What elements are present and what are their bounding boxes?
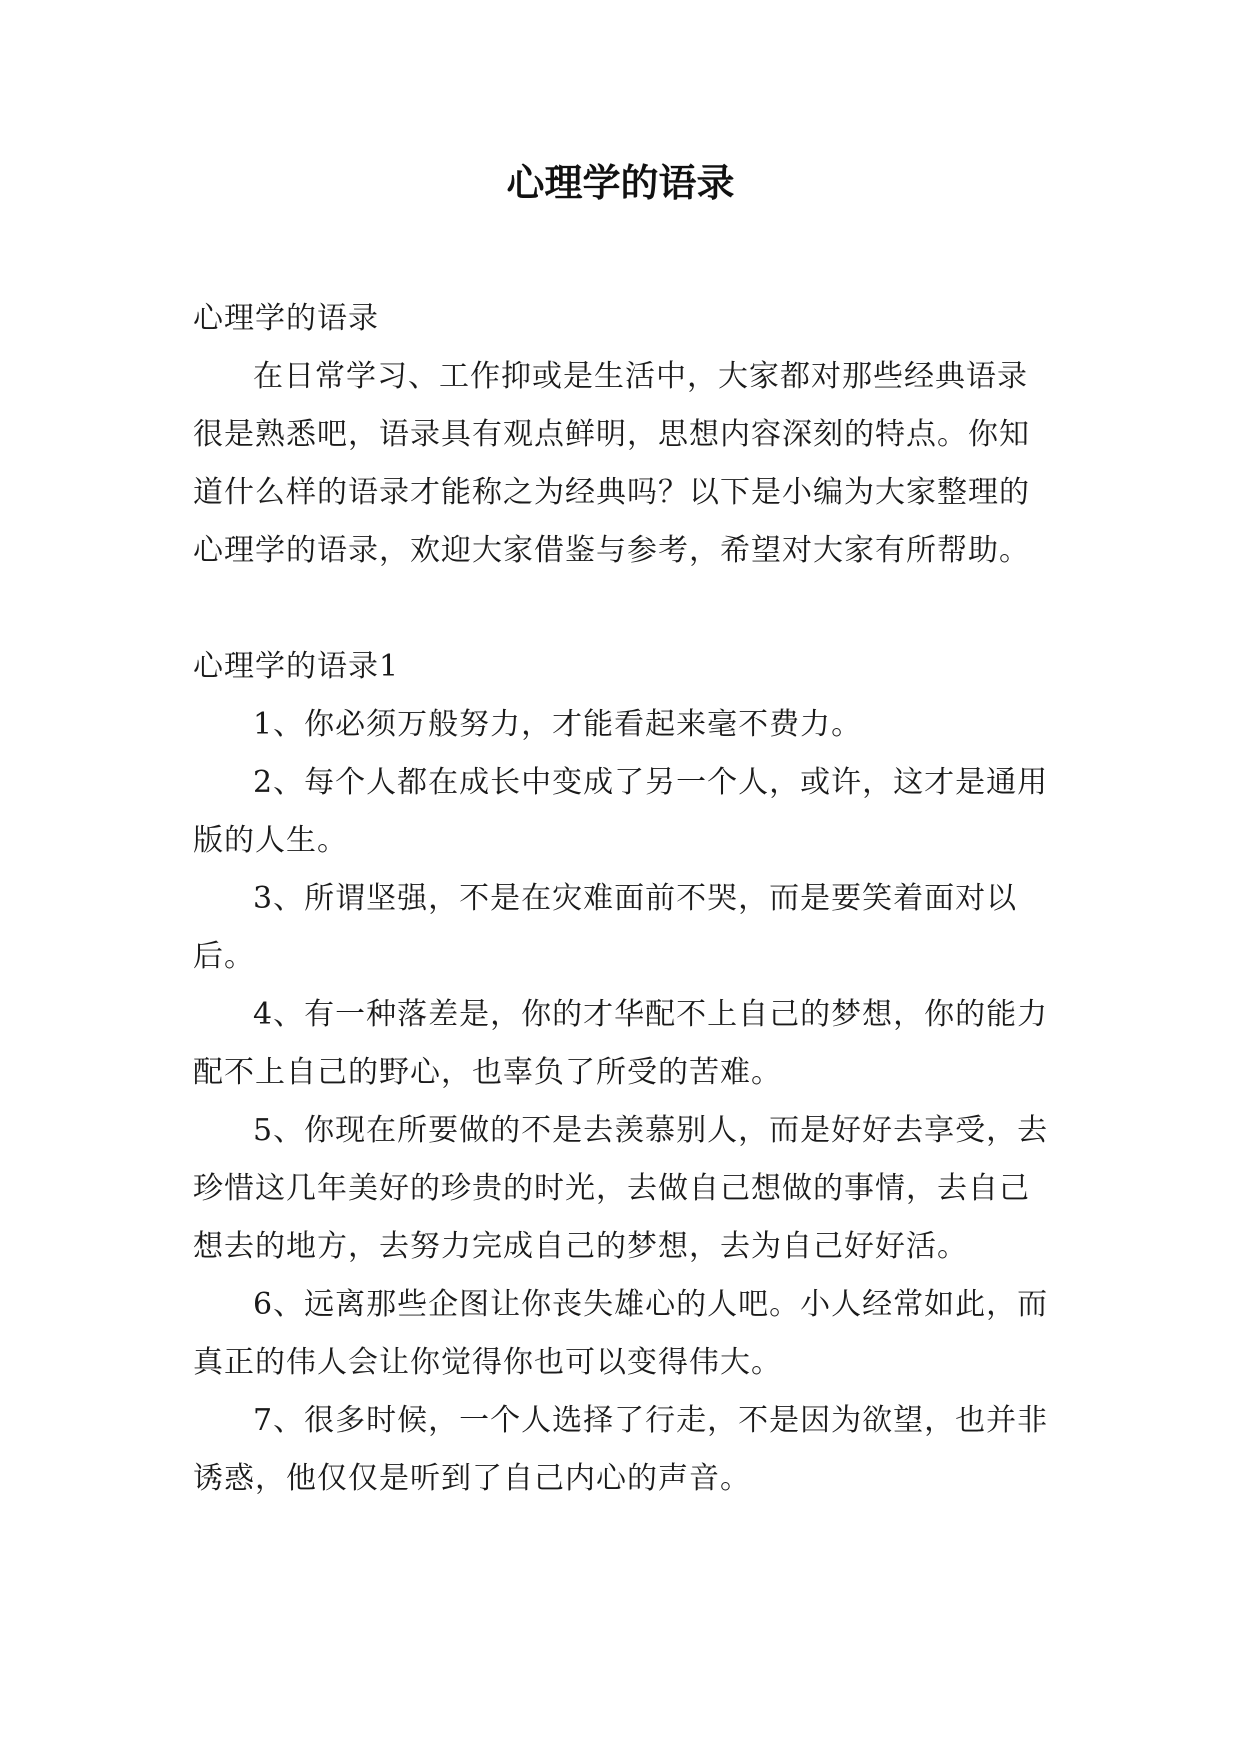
quote-paragraph: 6、远离那些企图让你丧失雄心的人吧。小人经常如此，而真正的伟人会让你觉得你也可以变得伟大。 [193,1287,1049,1380]
quote-paragraph: 7、很多时候，一个人选择了行走，不是因为欲望，也并非诱惑，他仅仅是听到了自己内心的声音。 [193,1403,1049,1496]
quote-paragraph: 3、所谓坚强，不是在灾难面前不哭，而是要笑着面对以后。 [193,881,1018,974]
document-body [193,290,1051,1508]
quote-paragraph: 5、你现在所要做的不是去羡慕别人，而是好好去享受，去珍惜这几年美好的珍贵的时光，去做自己想做的事情，去自己想去的地方，去努力完成自己的梦想，去为自己好好活。 [193,1113,1049,1264]
quote-paragraph: 1、你必须万般努力，才能看起来毫不费力。 [253,707,863,742]
section-heading: 心理学的语录1 [193,649,400,684]
section-spacer [193,580,1051,638]
quote-paragraph: 2、每个人都在成长中变成了另一个人，或许，这才是通用版的人生。 [193,765,1049,858]
document-subtitle: 心理学的语录 [193,301,379,336]
document-title: 心理学的语录 [506,161,735,205]
quote-paragraph: 4、有一种落差是，你的才华配不上自己的梦想，你的能力配不上自己的野心，也辜负了所受的苦难。 [193,997,1049,1090]
intro-paragraph: 在日常学习、工作抑或是生活中，大家都对那些经典语录很是熟悉吧，语录具有观点鲜明，思想内容深刻的特点。你知道什么样的语录才能称之为经典吗？以下是小编为大家整理的心理学的语录，欢迎大家借鉴与参考，希望对大家有所帮助。 [193,359,1030,568]
